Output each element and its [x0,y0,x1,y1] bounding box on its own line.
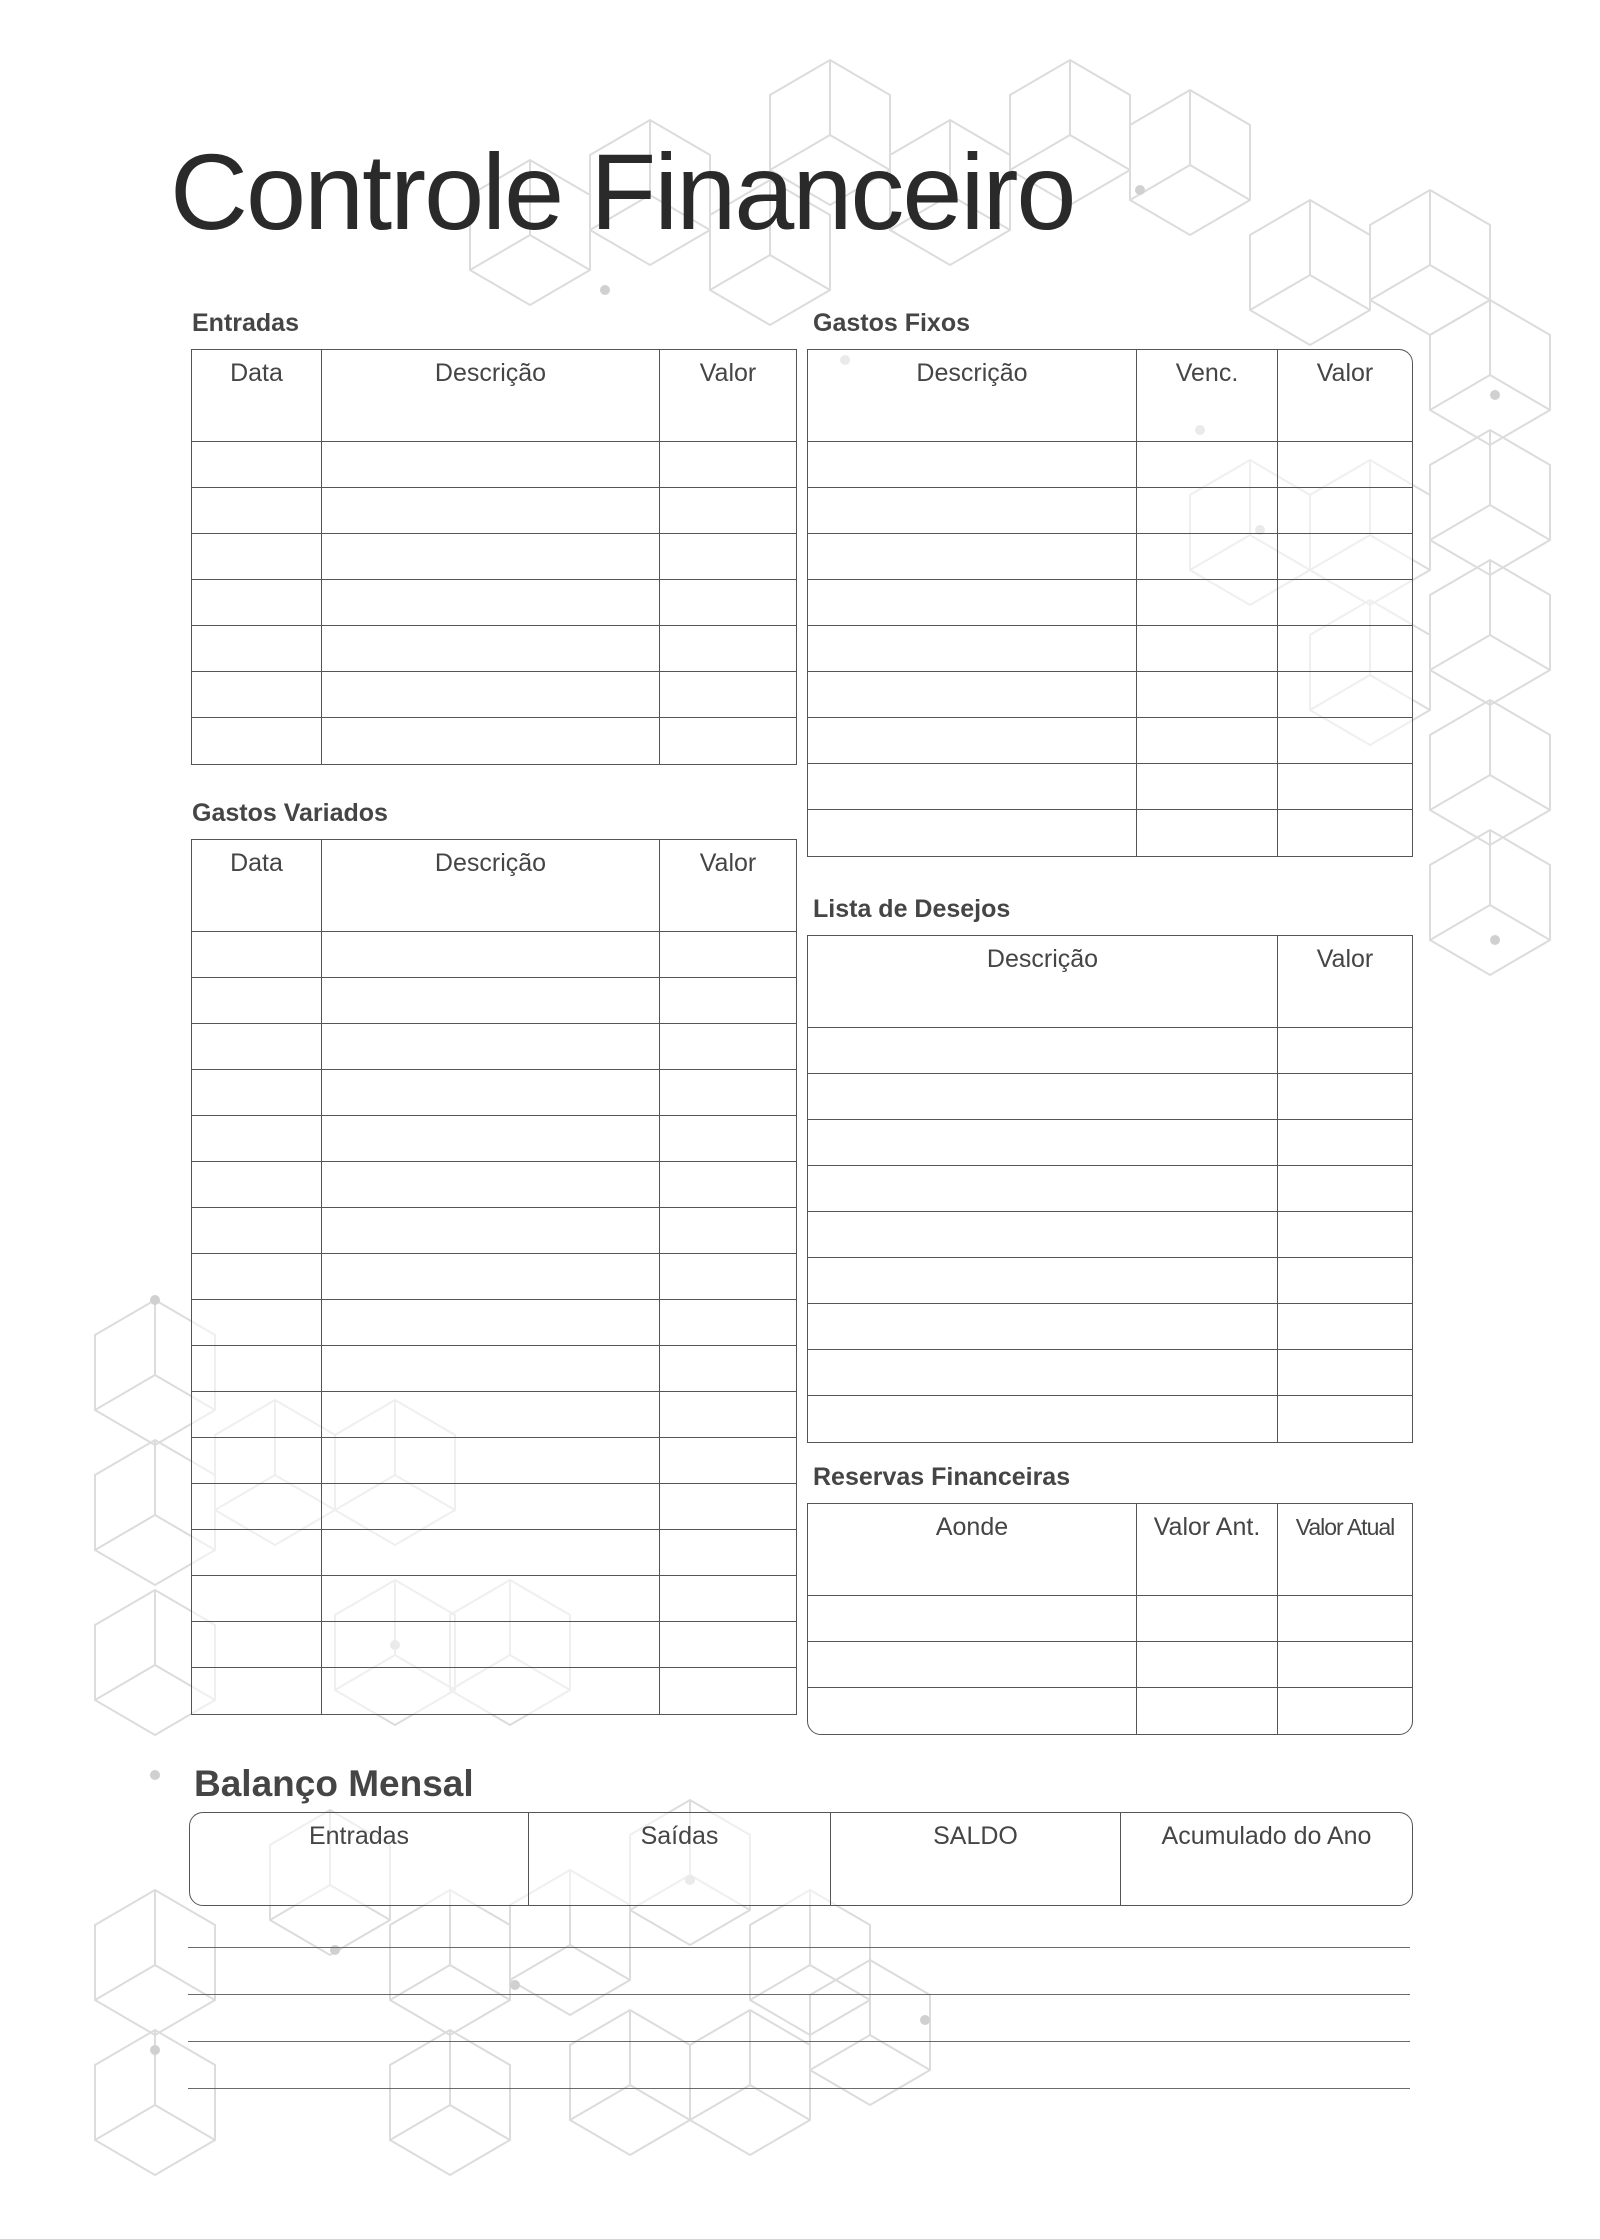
table-row [192,1254,796,1300]
table-cell[interactable] [1137,672,1278,718]
table-row [808,982,1412,1028]
table-cell[interactable] [192,534,322,580]
table-cell[interactable] [660,1300,796,1346]
column-header-vencimento: Venc. [1137,350,1278,396]
table-cell[interactable] [1278,1688,1412,1734]
column-header-valor: Valor [699,848,757,877]
column-header-valor: Valor [699,358,757,387]
table-cell[interactable] [322,978,660,1024]
table-cell[interactable] [1278,810,1412,856]
table-cell[interactable] [192,1438,322,1484]
table-row [192,1392,796,1438]
table-row [192,886,796,932]
gastos-fixos-table [807,349,1413,857]
table-cell[interactable] [322,718,660,764]
table-cell[interactable] [322,1668,660,1714]
table-cell[interactable] [192,1254,322,1300]
table-cell[interactable] [322,488,660,534]
table-cell[interactable] [660,672,796,718]
table-cell[interactable] [1137,764,1278,810]
table-cell[interactable] [1137,1596,1278,1642]
table-cell[interactable] [322,1208,660,1254]
table-cell[interactable] [192,1162,322,1208]
table-cell[interactable] [660,932,796,978]
table-cell[interactable] [192,442,322,488]
table-cell[interactable] [192,1392,322,1438]
table-header-row [808,1504,1412,1550]
table-cell[interactable] [322,1346,660,1392]
table-row [192,1162,796,1208]
table-cell[interactable] [808,1212,1278,1258]
table-cell[interactable] [322,1024,660,1070]
table-cell[interactable] [322,1254,660,1300]
table-header-row [808,936,1412,982]
table-row [192,1530,796,1576]
table-row [192,488,796,534]
table-cell[interactable] [660,1346,796,1392]
gastos-fixos-title: Gastos Fixos [813,309,970,337]
column-header-data: Data [192,350,322,396]
table-row [192,1070,796,1116]
table-cell[interactable] [192,1024,322,1070]
table-cell[interactable] [660,1530,796,1576]
table-cell[interactable] [1278,1596,1412,1642]
table-row [192,580,796,626]
table-cell[interactable] [808,1396,1278,1442]
table-cell[interactable] [192,580,322,626]
table-cell[interactable] [1278,1304,1412,1350]
table-header-row [192,840,796,886]
table-cell[interactable] [1137,1688,1278,1734]
table-cell[interactable] [322,1484,660,1530]
table-row [192,396,796,442]
table-cell[interactable] [1278,1350,1412,1396]
table-cell[interactable] [660,534,796,580]
table-cell[interactable] [660,1208,796,1254]
table-cell[interactable] [192,1668,322,1714]
table-row [192,1116,796,1162]
lista-desejos-title: Lista de Desejos [813,895,1011,923]
table-cell[interactable] [192,626,322,672]
balanco-table [189,1812,1413,1906]
table-cell[interactable] [660,1162,796,1208]
table-cell[interactable] [1278,1258,1412,1304]
table-row [808,396,1412,442]
table-cell[interactable] [808,1258,1278,1304]
table-row [192,932,796,978]
table-row [192,1300,796,1346]
column-header-valor-atual: Valor Atual [1295,1513,1395,1540]
table-row [192,1346,796,1392]
table-cell[interactable] [1278,1120,1412,1166]
table-cell[interactable] [1137,626,1278,672]
table-row [192,672,796,718]
table-cell[interactable] [192,1530,322,1576]
table-cell[interactable] [192,1208,322,1254]
table-row [808,626,1412,672]
table-cell[interactable] [1278,1212,1412,1258]
table-cell[interactable] [192,1576,322,1622]
table-cell[interactable] [808,626,1137,672]
table-cell[interactable] [808,1688,1137,1734]
table-row [192,626,796,672]
table-cell[interactable] [192,1300,322,1346]
table-cell[interactable] [660,1668,796,1714]
gastos-variados-title: Gastos Variados [192,799,388,827]
table-cell[interactable] [808,810,1137,856]
table-cell[interactable] [322,534,660,580]
table-row [808,1550,1412,1596]
table-cell[interactable] [1278,1028,1412,1074]
table-row [808,672,1412,718]
page-title: Controle Financeiro [170,131,1075,252]
column-header-acumulado: Acumulado do Ano [1161,1821,1372,1850]
table-cell[interactable] [322,886,660,932]
table-row [192,978,796,1024]
column-header-saldo: SALDO [831,1813,1121,1859]
table-cell[interactable] [831,1859,1121,1905]
table-row [192,1576,796,1622]
table-cell[interactable] [1278,626,1412,672]
table-cell[interactable] [1278,982,1412,1028]
table-row [192,1208,796,1254]
table-cell[interactable] [660,442,796,488]
column-header-descricao: Descrição [808,936,1278,982]
table-cell[interactable] [1137,442,1278,488]
table-cell[interactable] [322,626,660,672]
column-header-valor: Valor [1316,358,1374,387]
table-cell[interactable] [660,718,796,764]
reservas-title: Reservas Financeiras [813,1463,1071,1491]
table-cell[interactable] [808,1304,1278,1350]
table-row [192,1484,796,1530]
table-header-row [192,350,796,396]
entradas-table [191,349,797,765]
table-header-row [190,1813,1412,1859]
table-cell[interactable] [192,396,322,442]
table-cell[interactable] [322,932,660,978]
table-cell[interactable] [660,1622,796,1668]
note-line[interactable] [188,1994,1410,1995]
table-cell[interactable] [322,1576,660,1622]
table-cell[interactable] [1278,580,1412,626]
table-cell[interactable] [192,1070,322,1116]
table-cell[interactable] [1278,1166,1412,1212]
table-cell[interactable] [192,1484,322,1530]
table-cell[interactable] [660,488,796,534]
table-cell[interactable] [192,488,322,534]
table-cell[interactable] [1278,1642,1412,1688]
table-row [192,718,796,764]
balanco-title: Balanço Mensal [194,1763,474,1804]
table-row [808,1074,1412,1120]
table-cell[interactable] [1278,1396,1412,1442]
table-cell[interactable] [1137,1550,1278,1596]
table-row [808,764,1412,810]
table-cell[interactable] [192,1346,322,1392]
table-cell[interactable] [660,1576,796,1622]
table-cell[interactable] [322,1438,660,1484]
table-cell[interactable] [322,1162,660,1208]
table-cell[interactable] [660,396,796,442]
table-row [808,442,1412,488]
table-row [808,1028,1412,1074]
table-row [808,1212,1412,1258]
table-cell[interactable] [1278,442,1412,488]
table-cell[interactable] [322,1530,660,1576]
table-cell[interactable] [322,1300,660,1346]
table-cell[interactable] [322,1622,660,1668]
table-cell[interactable] [660,1254,796,1300]
table-row [808,1688,1412,1734]
table-cell[interactable] [192,1116,322,1162]
table-cell[interactable] [192,932,322,978]
table-cell[interactable] [808,1642,1137,1688]
table-cell[interactable] [1137,534,1278,580]
column-header-data: Data [192,840,322,886]
column-header-aonde: Aonde [808,1504,1137,1550]
table-row [808,1396,1412,1442]
table-row [808,1350,1412,1396]
table-cell[interactable] [322,442,660,488]
table-cell[interactable] [808,1166,1278,1212]
table-header-row [808,350,1412,396]
table-cell[interactable] [808,1028,1278,1074]
table-row [808,580,1412,626]
table-cell[interactable] [808,442,1137,488]
table-cell[interactable] [1137,718,1278,764]
table-row [192,1622,796,1668]
table-row [808,534,1412,580]
column-header-valor-anterior: Valor Ant. [1137,1504,1278,1550]
table-cell[interactable] [808,396,1137,442]
table-row [192,1024,796,1070]
note-line[interactable] [188,1947,1410,1948]
table-cell[interactable] [322,1116,660,1162]
table-cell[interactable] [192,718,322,764]
table-cell[interactable] [808,534,1137,580]
table-cell[interactable] [808,1120,1278,1166]
column-header-descricao: Descrição [322,350,660,396]
table-row [190,1859,1412,1905]
table-cell[interactable] [192,1622,322,1668]
table-cell[interactable] [192,672,322,718]
table-cell[interactable] [660,1484,796,1530]
table-cell[interactable] [808,488,1137,534]
table-row [808,718,1412,764]
table-row [808,810,1412,856]
table-cell[interactable] [529,1859,831,1905]
column-header-saidas: Saídas [529,1813,831,1859]
table-cell[interactable] [660,886,796,932]
table-cell[interactable] [192,978,322,1024]
table-row [808,1596,1412,1642]
table-cell[interactable] [322,1392,660,1438]
table-cell[interactable] [192,886,322,932]
note-line[interactable] [188,2088,1410,2089]
column-header-descricao: Descrição [322,840,660,886]
table-cell[interactable] [1137,580,1278,626]
table-cell[interactable] [322,672,660,718]
column-header-descricao: Descrição [808,350,1137,396]
table-cell[interactable] [1278,672,1412,718]
table-cell[interactable] [808,1596,1137,1642]
table-row [192,1438,796,1484]
table-row [808,488,1412,534]
table-cell[interactable] [808,718,1137,764]
table-cell[interactable] [660,1116,796,1162]
column-header-entradas: Entradas [190,1813,529,1859]
note-line[interactable] [188,2041,1410,2042]
table-row [192,534,796,580]
table-cell[interactable] [322,1070,660,1116]
reservas-table [807,1503,1413,1735]
table-cell[interactable] [660,1438,796,1484]
table-row [808,1120,1412,1166]
table-cell[interactable] [660,1024,796,1070]
table-cell[interactable] [808,1074,1278,1120]
table-cell[interactable] [808,764,1137,810]
table-cell[interactable] [660,580,796,626]
table-cell[interactable] [808,672,1137,718]
table-cell[interactable] [1278,1074,1412,1120]
table-cell[interactable] [1137,488,1278,534]
table-cell[interactable] [660,1392,796,1438]
table-cell[interactable] [808,1550,1137,1596]
table-cell[interactable] [660,626,796,672]
table-cell[interactable] [808,1350,1278,1396]
table-row [192,442,796,488]
table-cell[interactable] [1278,396,1412,442]
table-cell[interactable] [322,396,660,442]
table-cell[interactable] [808,982,1278,1028]
table-cell[interactable] [1278,764,1412,810]
entradas-title: Entradas [192,309,299,337]
column-header-valor: Valor [1316,944,1374,973]
table-cell[interactable] [1278,534,1412,580]
table-cell[interactable] [660,1070,796,1116]
table-row [808,1166,1412,1212]
table-cell[interactable] [1137,810,1278,856]
table-cell[interactable] [808,580,1137,626]
table-cell[interactable] [1121,1859,1412,1905]
table-row [192,1668,796,1714]
table-cell[interactable] [1278,488,1412,534]
table-cell[interactable] [322,580,660,626]
table-row [808,1258,1412,1304]
table-cell[interactable] [1137,1642,1278,1688]
table-row [808,1304,1412,1350]
table-row [808,1642,1412,1688]
lista-desejos-table [807,935,1413,1443]
table-cell[interactable] [660,978,796,1024]
table-cell[interactable] [190,1859,529,1905]
table-cell[interactable] [1137,396,1278,442]
table-cell[interactable] [1278,1550,1412,1596]
table-cell[interactable] [1278,718,1412,764]
gastos-variados-table [191,839,797,1715]
